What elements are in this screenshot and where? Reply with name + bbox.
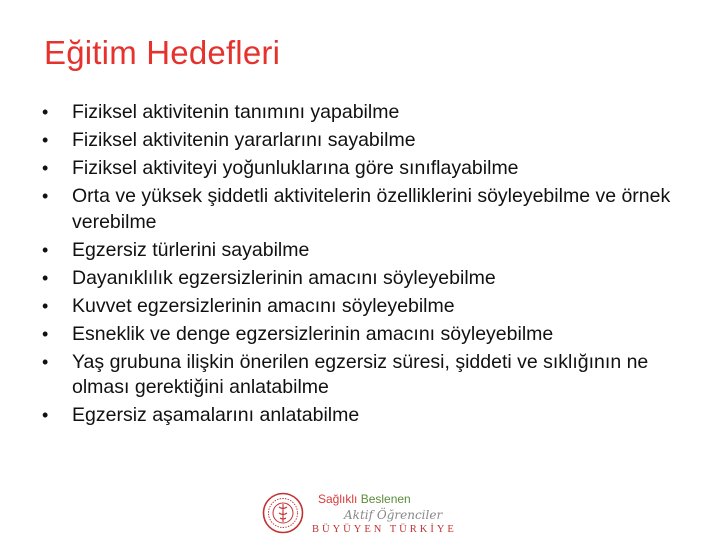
bullet-icon: • [42, 267, 49, 288]
list-item-text: Orta ve yüksek şiddetli aktivitelerin özelliklerini söyleyebilme ve örnek verebilme [72, 185, 671, 233]
bullet-icon: • [42, 158, 49, 178]
list-item-text: Egzersiz türlerini sayabilme [72, 238, 310, 261]
list-item [40, 156, 680, 182]
objectives-list [40, 100, 680, 431]
list-item [40, 100, 680, 126]
logo-text-b: Beslenen [360, 492, 411, 506]
list-item-text: Egzersiz aşamalarını anlatabilme [72, 404, 360, 426]
bullet-icon: • [42, 405, 49, 425]
bullet-icon: • [42, 239, 49, 260]
bullet-icon: • [42, 186, 49, 206]
bullet-icon: • [42, 323, 49, 344]
bullet-icon: • [42, 351, 49, 372]
list-item [40, 350, 680, 401]
list-item-text: Kuvvet egzersizlerinin amacını söyleyebilme [72, 294, 455, 317]
list-item [40, 238, 680, 264]
bullet-icon: • [42, 130, 49, 150]
ministry-seal-icon [262, 492, 304, 534]
slide-title: Eğitim Hedefleri [44, 34, 281, 71]
list-item-text: Esneklik ve denge egzersizlerinin amacını söyleyebilme [72, 322, 554, 345]
list-item-text: Yaş grubuna ilişkin önerilen egzersiz süresi, şiddeti ve sıklığının ne olması gerektiğini anlatabilme [72, 350, 649, 398]
list-item [40, 184, 680, 235]
list-item [40, 322, 680, 348]
bullet-icon: • [42, 102, 49, 122]
list-item-text: Dayanıklılık egzersizlerinin amacını söyleyebilme [72, 266, 496, 289]
logo-line-2: Aktif Öğrenciler [344, 508, 443, 522]
list-item [40, 128, 680, 154]
list-item [40, 294, 680, 320]
logo-text-a: Sağlıklı [318, 492, 361, 506]
campaign-logo [262, 490, 472, 538]
logo-line-3: BÜYÜYEN TÜRKİYE [312, 524, 457, 535]
logo-line-1 [318, 492, 411, 506]
list-item-text: Fiziksel aktivitenin tanımını yapabilme [72, 101, 400, 123]
list-item-text: Fiziksel aktivitenin yararlarını sayabilme [72, 129, 416, 151]
list-item [40, 403, 680, 429]
list-item [40, 266, 680, 292]
list-item-text: Fiziksel aktiviteyi yoğunluklarına göre sınıflayabilme [72, 157, 519, 179]
bullet-icon: • [42, 295, 49, 316]
